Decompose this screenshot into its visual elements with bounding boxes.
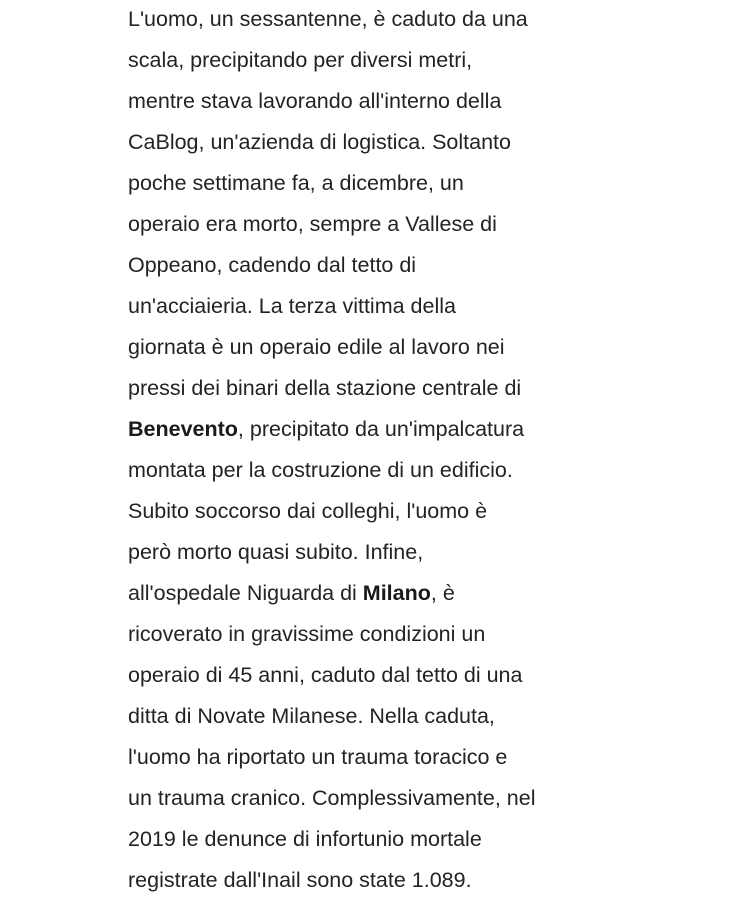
text-line: Subito soccorso dai colleghi, l'uomo è [128,499,488,523]
place-name-milano: Milano [362,581,431,605]
text-line: operaio di 45 anni, caduto dal tetto di una [128,663,523,687]
text-line [128,409,598,450]
text-line: un'acciaieria. La terza vittima della [128,294,456,318]
text-line: ricoverato in gravissime condizioni un [128,622,486,646]
text-fragment: , è [430,581,455,605]
text-line: giornata è un operaio edile al lavoro nei [128,335,505,359]
text-line: L'uomo, un sessantenne, è caduto da una [128,7,528,31]
text-line [128,573,598,614]
article-body [128,0,598,902]
text-line: pressi dei binari della stazione centrale di [128,376,522,400]
text-line: l'uomo ha riportato un trauma toracico e [128,745,508,769]
text-line: registrate dall'Inail sono state 1.089. [128,868,472,892]
text-line: un trauma cranico. Complessivamente, nel [128,786,536,810]
text-line: scala, precipitando per diversi metri, [128,48,473,72]
text-line: 2019 le denunce di infortunio mortale [128,827,482,851]
text-line: montata per la costruzione di un edificio. [128,458,513,482]
text-line: operaio era morto, sempre a Vallese di [128,212,497,236]
text-line: ditta di Novate Milanese. Nella caduta, [128,704,495,728]
text-line: poche settimane fa, a dicembre, un [128,171,464,195]
text-line: CaBlog, un'azienda di logistica. Soltanto [128,130,511,154]
text-line: però morto quasi subito. Infine, [128,540,424,564]
article-paragraph [128,0,598,901]
text-line: mentre stava lavorando all'interno della [128,89,502,113]
text-fragment: , precipitato da un'impalcatura [237,417,525,441]
text-fragment: all'ospedale Niguarda di [128,581,363,605]
place-name-benevento: Benevento [128,417,238,441]
text-line: Oppeano, cadendo dal tetto di [128,253,417,277]
